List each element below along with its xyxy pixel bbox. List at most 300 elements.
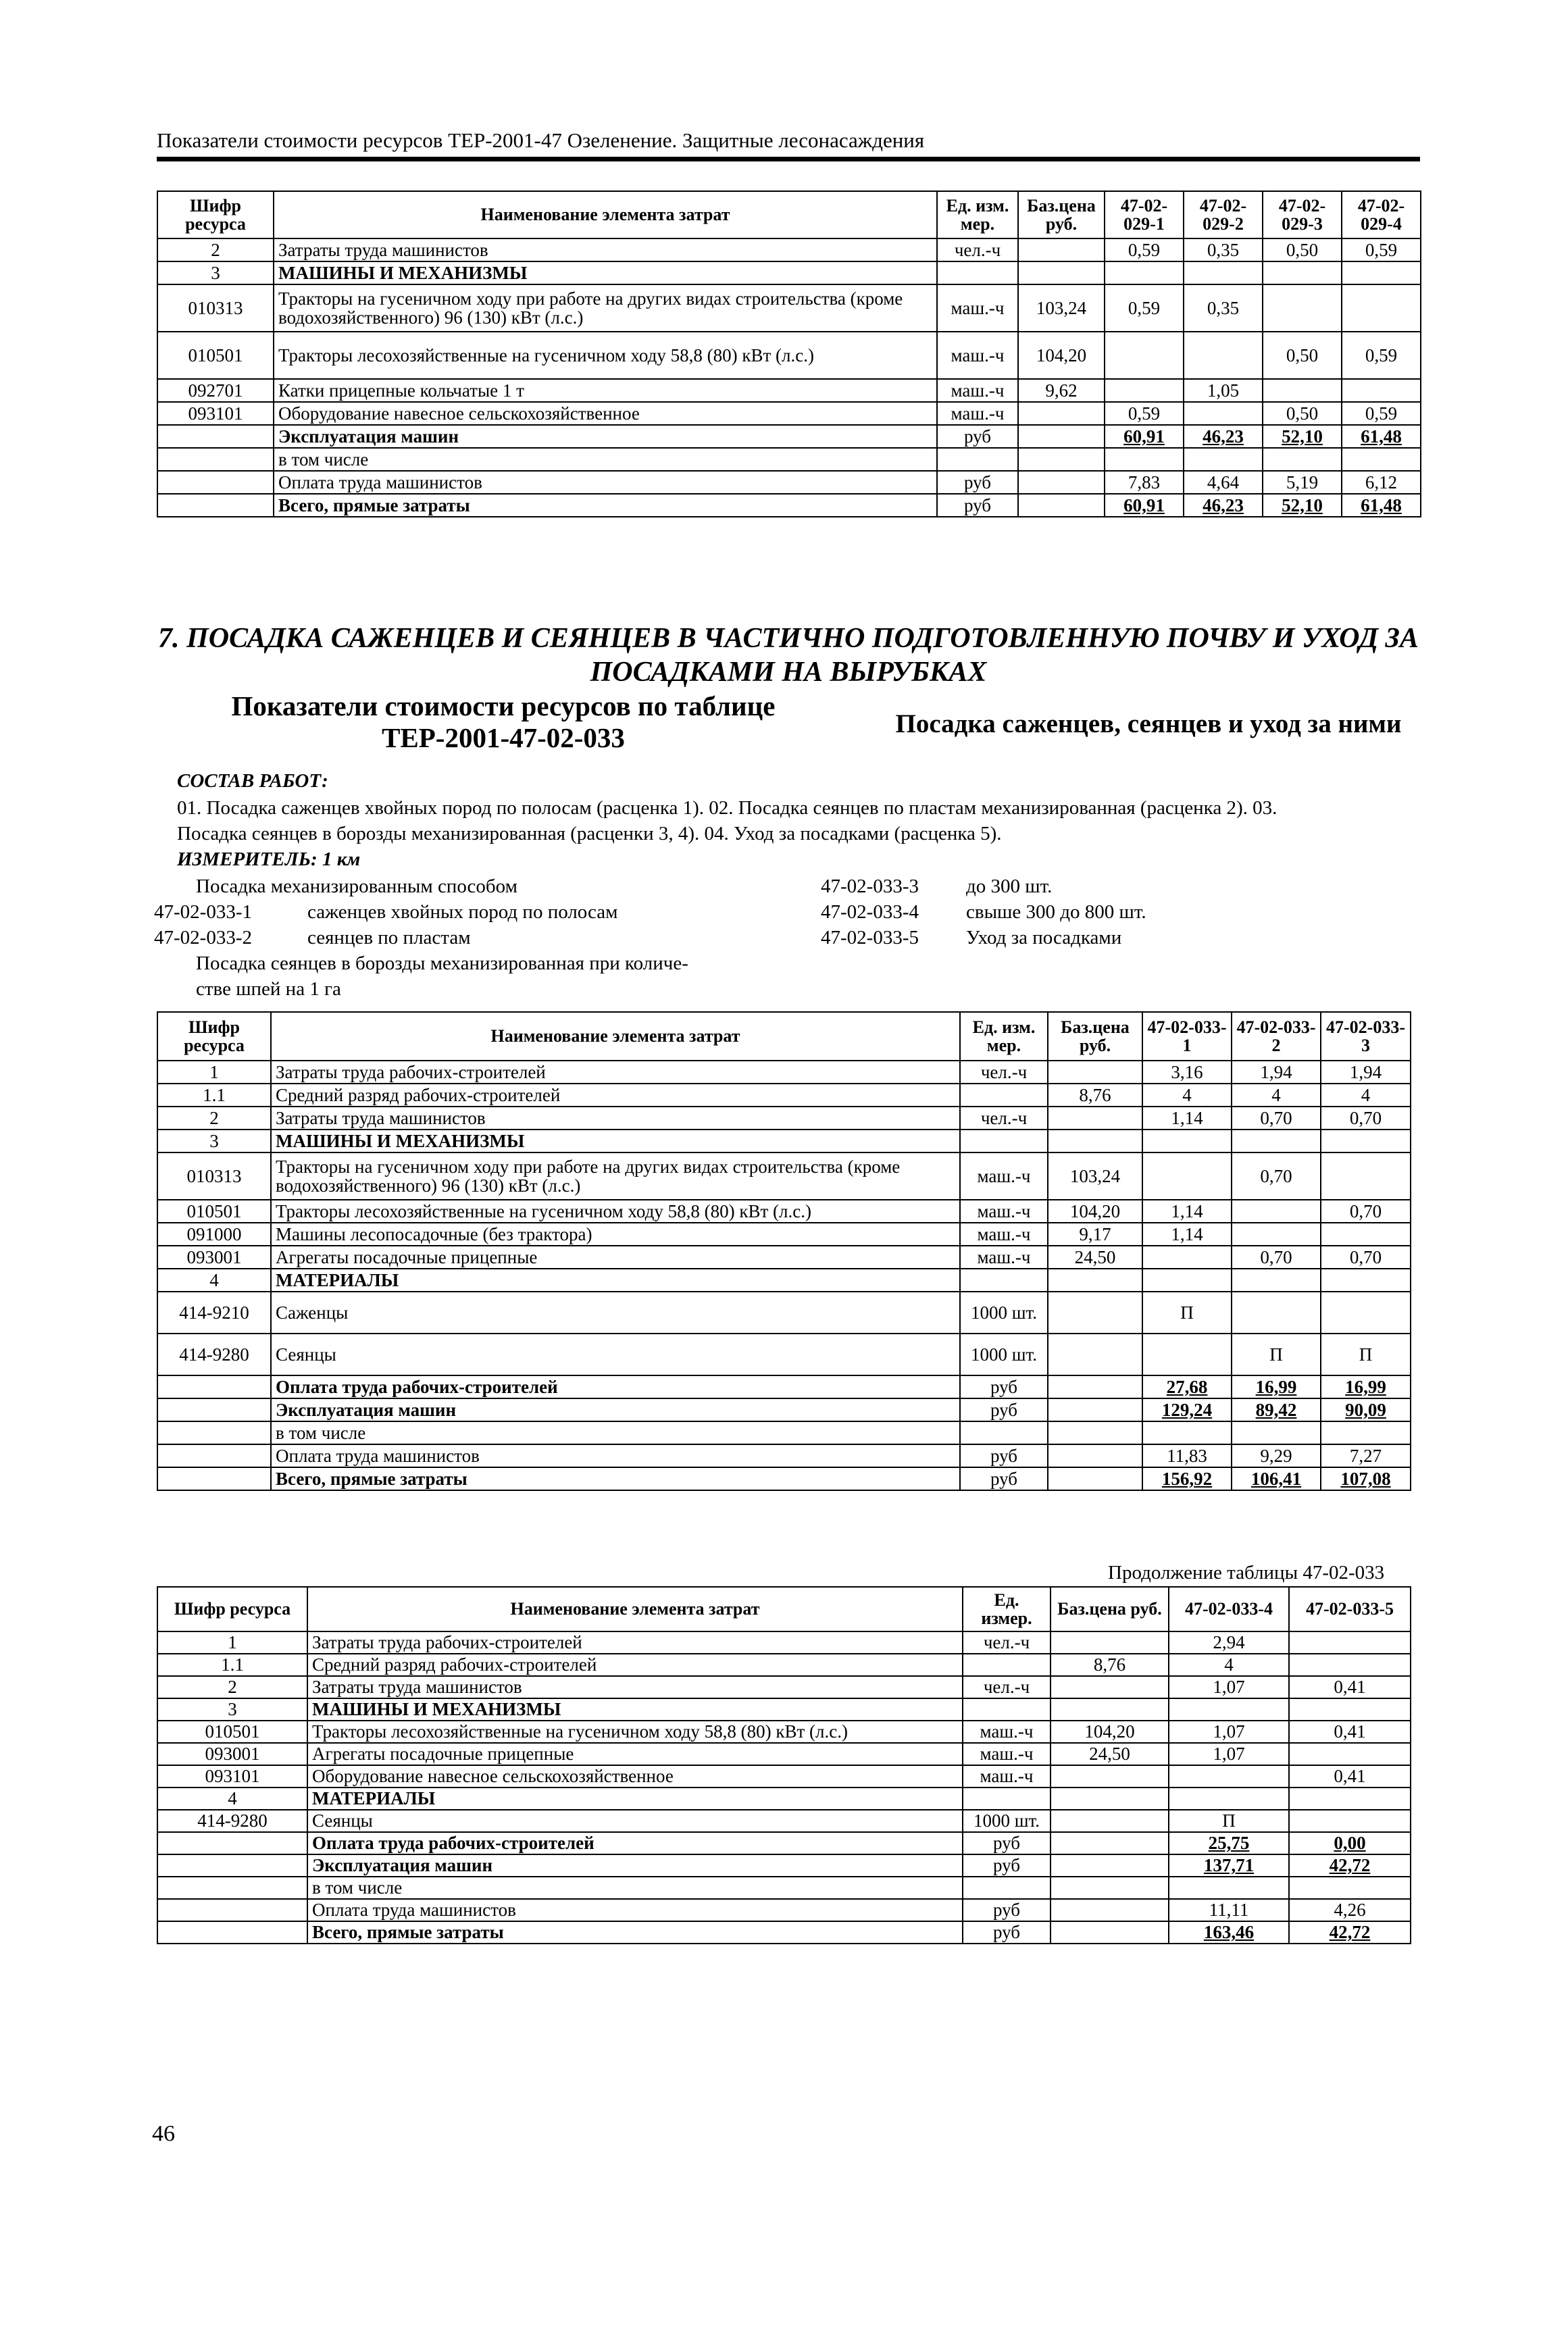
unit-cell: [963, 1654, 1051, 1676]
rate-value-cell: [1321, 1292, 1411, 1334]
resource-code-cell: 3: [157, 1698, 307, 1721]
cost-element-cell: Затраты труда машинистов: [274, 238, 937, 261]
rate-value-cell: 1,07: [1169, 1743, 1289, 1765]
base-price-cell: [1048, 1269, 1142, 1292]
rate-value-cell: 60,91: [1105, 494, 1184, 517]
resource-code-cell: 3: [157, 1130, 271, 1152]
resource-code-cell: [157, 1854, 307, 1877]
unit-cell: маш.-ч: [963, 1765, 1051, 1788]
unit-cell: чел.-ч: [963, 1676, 1051, 1698]
meter-label: ИЗМЕРИТЕЛЬ: 1 км: [177, 848, 361, 870]
rate-value-cell: [1321, 1152, 1411, 1200]
cost-element-cell: Саженцы: [271, 1292, 960, 1334]
cost-element-cell: Оплата труда рабочих-строителей: [271, 1375, 960, 1398]
rate-value-cell: [1289, 1788, 1411, 1810]
rate-value-cell: 0,41: [1289, 1721, 1411, 1743]
resource-code-cell: 2: [157, 238, 274, 261]
list-item: Посадка сеянцев в борозды механизированная при количе-: [196, 953, 688, 974]
unit-cell: маш.-ч: [937, 402, 1018, 425]
cost-element-cell: МАШИНЫ И МЕХАНИЗМЫ: [271, 1130, 960, 1152]
table-row: [157, 1467, 1411, 1490]
cost-element-cell: Тракторы на гусеничном ходу при работе на других видах строительства (кроме водохозяйственного) 96 (130) кВт (л.с.): [271, 1152, 960, 1200]
cost-element-cell: Тракторы лесохозяйственные на гусеничном ходу 58,8 (80) кВт (л.с.): [274, 332, 937, 379]
resource-code-cell: 414-9280: [157, 1810, 307, 1832]
rate-value-cell: 0,59: [1342, 402, 1421, 425]
resource-code-cell: 093001: [157, 1246, 271, 1269]
rate-value-cell: П: [1321, 1334, 1411, 1375]
cost-element-cell: в том числе: [271, 1421, 960, 1444]
table-row: [157, 1152, 1411, 1200]
rate-value-cell: П: [1169, 1810, 1289, 1832]
base-price-cell: [1018, 494, 1105, 517]
rate-value-cell: 1,94: [1321, 1061, 1411, 1084]
rate-value-cell: 0,50: [1263, 238, 1342, 261]
unit-cell: [963, 1788, 1051, 1810]
rate-value-cell: 4: [1169, 1654, 1289, 1676]
table-row: [157, 284, 1421, 332]
rate-value-cell: [1232, 1200, 1321, 1223]
unit-cell: [960, 1421, 1048, 1444]
column-header: Ед. изм. мер.: [960, 1012, 1048, 1061]
table-row: [157, 1832, 1411, 1854]
list-item-code: 47-02-033-4: [821, 901, 919, 923]
rate-value-cell: П: [1232, 1334, 1321, 1375]
resource-code-cell: 010501: [157, 1200, 271, 1223]
table-row: [157, 1107, 1411, 1130]
rate-value-cell: 89,42: [1232, 1398, 1321, 1421]
table-row: [157, 1765, 1411, 1788]
rate-value-cell: [1232, 1269, 1321, 1292]
unit-cell: маш.-ч: [960, 1223, 1048, 1246]
table-row: [157, 1631, 1411, 1654]
base-price-cell: [1051, 1899, 1169, 1921]
resource-code-cell: [157, 1921, 307, 1944]
column-header: 47-02-029-3: [1263, 191, 1342, 238]
rate-value-cell: 42,72: [1289, 1854, 1411, 1877]
list-item: Посадка механизированным способом: [196, 876, 517, 897]
cost-element-cell: Затраты труда рабочих-строителей: [271, 1061, 960, 1084]
unit-cell: маш.-ч: [963, 1743, 1051, 1765]
rate-value-cell: [1105, 448, 1184, 471]
rate-value-cell: [1321, 1421, 1411, 1444]
table-row: [157, 1676, 1411, 1698]
rate-value-cell: [1169, 1788, 1289, 1810]
rate-value-cell: [1142, 1152, 1232, 1200]
rate-value-cell: 0,41: [1289, 1676, 1411, 1698]
rate-value-cell: [1342, 448, 1421, 471]
rate-value-cell: [1184, 332, 1263, 379]
resource-code-cell: 414-9280: [157, 1334, 271, 1375]
rate-value-cell: 137,71: [1169, 1854, 1289, 1877]
resource-code-cell: [157, 471, 274, 494]
unit-cell: маш.-ч: [960, 1200, 1048, 1223]
base-price-cell: [1051, 1854, 1169, 1877]
rate-value-cell: 107,08: [1321, 1467, 1411, 1490]
rate-value-cell: [1289, 1698, 1411, 1721]
unit-cell: руб: [960, 1444, 1048, 1467]
resource-code-cell: 1.1: [157, 1654, 307, 1676]
cost-element-cell: Всего, прямые затраты: [307, 1921, 963, 1944]
resource-code-cell: 010501: [157, 1721, 307, 1743]
resource-code-cell: 4: [157, 1269, 271, 1292]
table-row: [157, 1810, 1411, 1832]
unit-cell: [963, 1698, 1051, 1721]
resource-code-cell: 2: [157, 1107, 271, 1130]
base-price-cell: [1018, 238, 1105, 261]
table-row: [157, 1788, 1411, 1810]
resource-code-cell: 3: [157, 261, 274, 284]
rate-value-cell: 0,50: [1263, 402, 1342, 425]
section-title: 7. ПОСАДКА САЖЕНЦЕВ И СЕЯНЦЕВ В ЧАСТИЧНО ПОДГОТОВЛЕННУЮ ПОЧВУ И УХОД ЗА ПОСАДКАМИ НА ВЫРУБКАХ: [158, 623, 1419, 688]
base-price-cell: [1051, 1921, 1169, 1944]
unit-cell: маш.-ч: [937, 284, 1018, 332]
rate-value-cell: 4: [1142, 1084, 1232, 1107]
rate-value-cell: [1263, 284, 1342, 332]
base-price-cell: 9,62: [1018, 379, 1105, 402]
rate-value-cell: 2,94: [1169, 1631, 1289, 1654]
list-item: до 300 шт.: [966, 876, 1053, 897]
rate-value-cell: [1184, 448, 1263, 471]
rate-value-cell: 156,92: [1142, 1467, 1232, 1490]
table-row: [157, 1743, 1411, 1765]
resource-table-033-a: [157, 1011, 1411, 1491]
base-price-cell: [1048, 1334, 1142, 1375]
continuation-label: Продолжение таблицы 47-02-033: [1108, 1562, 1385, 1583]
indicator-line-1: Показатели стоимости ресурсов по таблице: [231, 690, 776, 721]
table-row: [157, 1246, 1411, 1269]
resource-table-029: [157, 191, 1421, 517]
column-header: Баз.цена руб.: [1051, 1587, 1169, 1631]
resource-code-cell: [157, 494, 274, 517]
base-price-cell: 104,20: [1051, 1721, 1169, 1743]
cost-element-cell: Тракторы лесохозяйственные на гусеничном ходу 58,8 (80) кВт (л.с.): [307, 1721, 963, 1743]
column-header: 47-02-033-5: [1289, 1587, 1411, 1631]
base-price-cell: [1048, 1292, 1142, 1334]
base-price-cell: 104,20: [1018, 332, 1105, 379]
rate-value-cell: 1,07: [1169, 1676, 1289, 1698]
cost-element-cell: в том числе: [274, 448, 937, 471]
rate-value-cell: [1105, 332, 1184, 379]
rate-value-cell: 0,70: [1321, 1246, 1411, 1269]
header-rule: [157, 157, 1420, 161]
table-row: [157, 1130, 1411, 1152]
column-header: 47-02-029-2: [1184, 191, 1263, 238]
rate-value-cell: П: [1142, 1292, 1232, 1334]
rate-value-cell: 46,23: [1184, 425, 1263, 448]
rate-value-cell: 5,19: [1263, 471, 1342, 494]
rate-value-cell: 11,11: [1169, 1899, 1289, 1921]
table-row: [157, 1375, 1411, 1398]
unit-cell: руб: [963, 1899, 1051, 1921]
unit-cell: [960, 1269, 1048, 1292]
rate-value-cell: [1169, 1698, 1289, 1721]
unit-cell: [937, 448, 1018, 471]
rate-value-cell: 16,99: [1232, 1375, 1321, 1398]
unit-cell: [960, 1084, 1048, 1107]
table-row: [157, 1061, 1411, 1084]
rate-value-cell: [1263, 448, 1342, 471]
resource-code-cell: 093001: [157, 1743, 307, 1765]
rate-value-cell: [1289, 1810, 1411, 1832]
rate-value-cell: [1142, 1130, 1232, 1152]
cost-element-cell: Затраты труда машинистов: [307, 1676, 963, 1698]
table-row: [157, 1200, 1411, 1223]
resource-code-cell: [157, 1398, 271, 1421]
cost-element-cell: Агрегаты посадочные прицепные: [307, 1743, 963, 1765]
base-price-cell: [1048, 1130, 1142, 1152]
table-row: [157, 332, 1421, 379]
table-row: [157, 261, 1421, 284]
cost-element-cell: Затраты труда машинистов: [271, 1107, 960, 1130]
resource-code-cell: 4: [157, 1788, 307, 1810]
rate-value-cell: [1321, 1130, 1411, 1152]
rate-value-cell: 1,14: [1142, 1223, 1232, 1246]
cost-element-cell: Сеянцы: [271, 1334, 960, 1375]
table-row: [157, 1899, 1411, 1921]
table-row: [157, 1398, 1411, 1421]
rate-value-cell: 52,10: [1263, 494, 1342, 517]
table-row: [157, 1292, 1411, 1334]
base-price-cell: [1048, 1398, 1142, 1421]
rate-value-cell: 11,83: [1142, 1444, 1232, 1467]
column-header: 47-02-033-1: [1142, 1012, 1232, 1061]
rate-value-cell: [1232, 1130, 1321, 1152]
resource-code-cell: [157, 1421, 271, 1444]
cost-element-cell: Эксплуатация машин: [271, 1398, 960, 1421]
list-item: Уход за посадками: [966, 927, 1122, 948]
resource-code-cell: [157, 448, 274, 471]
rate-value-cell: 0,59: [1105, 284, 1184, 332]
base-price-cell: [1051, 1631, 1169, 1654]
cost-element-cell: Всего, прямые затраты: [274, 494, 937, 517]
resource-code-cell: [157, 1444, 271, 1467]
column-header: Шифр ресурса: [157, 191, 274, 238]
list-item: саженцев хвойных пород по полосам: [307, 901, 618, 923]
base-price-cell: [1048, 1467, 1142, 1490]
base-price-cell: [1018, 448, 1105, 471]
resource-code-cell: 093101: [157, 402, 274, 425]
cost-element-cell: Оборудование навесное сельскохозяйственное: [274, 402, 937, 425]
column-header: Шифр ресурса: [157, 1012, 271, 1061]
indicator-heading: [223, 690, 784, 754]
resource-code-cell: 1: [157, 1631, 307, 1654]
base-price-cell: 24,50: [1051, 1743, 1169, 1765]
unit-cell: руб: [963, 1832, 1051, 1854]
cost-element-cell: Сеянцы: [307, 1810, 963, 1832]
base-price-cell: [1018, 402, 1105, 425]
column-header: 47-02-029-1: [1105, 191, 1184, 238]
cost-element-cell: Машины лесопосадочные (без трактора): [271, 1223, 960, 1246]
resource-code-cell: 093101: [157, 1765, 307, 1788]
base-price-cell: 24,50: [1048, 1246, 1142, 1269]
base-price-cell: [1018, 261, 1105, 284]
base-price-cell: [1051, 1832, 1169, 1854]
resource-code-cell: 2: [157, 1676, 307, 1698]
unit-cell: руб: [960, 1375, 1048, 1398]
page-number: 46: [152, 2121, 175, 2146]
cost-element-cell: Тракторы лесохозяйственные на гусеничном ходу 58,8 (80) кВт (л.с.): [271, 1200, 960, 1223]
rate-value-cell: 7,27: [1321, 1444, 1411, 1467]
base-price-cell: 104,20: [1048, 1200, 1142, 1223]
rate-value-cell: 1,14: [1142, 1200, 1232, 1223]
base-price-cell: [1048, 1421, 1142, 1444]
table-row: [157, 1421, 1411, 1444]
table-row: [157, 1334, 1411, 1375]
unit-cell: маш.-ч: [960, 1152, 1048, 1200]
table-row: [157, 425, 1421, 448]
column-header: Баз.цена руб.: [1018, 191, 1105, 238]
table-row: [157, 1854, 1411, 1877]
cost-element-cell: в том числе: [307, 1877, 963, 1899]
rate-value-cell: 106,41: [1232, 1467, 1321, 1490]
rate-value-cell: [1169, 1877, 1289, 1899]
column-header: Наименование элемента затрат: [271, 1012, 960, 1061]
rate-value-cell: 1,05: [1184, 379, 1263, 402]
unit-cell: чел.-ч: [937, 238, 1018, 261]
resource-table-033-b: [157, 1586, 1411, 1944]
unit-cell: руб: [960, 1467, 1048, 1490]
rate-value-cell: 4: [1321, 1084, 1411, 1107]
rate-value-cell: 52,10: [1263, 425, 1342, 448]
cost-element-cell: Оплата труда машинистов: [307, 1899, 963, 1921]
cost-element-cell: Агрегаты посадочные прицепные: [271, 1246, 960, 1269]
cost-element-cell: МАШИНЫ И МЕХАНИЗМЫ: [307, 1698, 963, 1721]
list-item-code: 47-02-033-5: [821, 927, 919, 948]
table-row: [157, 1698, 1411, 1721]
rate-value-cell: 60,91: [1105, 425, 1184, 448]
unit-cell: маш.-ч: [960, 1246, 1048, 1269]
rate-value-cell: 1,14: [1142, 1107, 1232, 1130]
composition-label: СОСТАВ РАБОТ:: [177, 770, 328, 792]
rate-value-cell: [1184, 402, 1263, 425]
resource-code-cell: 010501: [157, 332, 274, 379]
rate-value-cell: 0,70: [1232, 1107, 1321, 1130]
cost-element-cell: Средний разряд рабочих-строителей: [271, 1084, 960, 1107]
table-row: [157, 1269, 1411, 1292]
base-price-cell: [1051, 1877, 1169, 1899]
rate-value-cell: 4,64: [1184, 471, 1263, 494]
rate-value-cell: 1,07: [1169, 1721, 1289, 1743]
list-item-code: 47-02-033-3: [821, 876, 919, 897]
cost-element-cell: Всего, прямые затраты: [271, 1467, 960, 1490]
table-row: [157, 471, 1421, 494]
resource-code-cell: 1: [157, 1061, 271, 1084]
unit-cell: 1000 шт.: [960, 1334, 1048, 1375]
rate-value-cell: 0,00: [1289, 1832, 1411, 1854]
unit-cell: руб: [937, 494, 1018, 517]
rate-value-cell: [1232, 1292, 1321, 1334]
table-body: [157, 238, 1421, 517]
rate-value-cell: 7,83: [1105, 471, 1184, 494]
unit-cell: руб: [963, 1854, 1051, 1877]
table-row: [157, 1084, 1411, 1107]
cost-element-cell: МАШИНЫ И МЕХАНИЗМЫ: [274, 261, 937, 284]
cost-element-cell: МАТЕРИАЛЫ: [307, 1788, 963, 1810]
rate-value-cell: [1342, 284, 1421, 332]
rate-value-cell: [1321, 1269, 1411, 1292]
table-row: [157, 1444, 1411, 1467]
unit-cell: руб: [963, 1921, 1051, 1944]
unit-cell: чел.-ч: [960, 1107, 1048, 1130]
unit-cell: маш.-ч: [937, 379, 1018, 402]
cost-element-cell: Эксплуатация машин: [274, 425, 937, 448]
table-header-row: [157, 1587, 1411, 1631]
rate-value-cell: 0,35: [1184, 284, 1263, 332]
base-price-cell: [1048, 1375, 1142, 1398]
base-price-cell: [1048, 1061, 1142, 1084]
rate-value-cell: [1142, 1421, 1232, 1444]
unit-cell: 1000 шт.: [963, 1810, 1051, 1832]
rate-value-cell: [1342, 261, 1421, 284]
rate-value-cell: [1105, 379, 1184, 402]
rate-value-cell: [1289, 1743, 1411, 1765]
resource-code-cell: [157, 1375, 271, 1398]
table-header-row: [157, 191, 1421, 238]
rate-value-cell: 129,24: [1142, 1398, 1232, 1421]
unit-cell: маш.-ч: [963, 1721, 1051, 1743]
rate-value-cell: [1232, 1421, 1321, 1444]
table-body: [157, 1631, 1411, 1944]
cost-element-cell: Эксплуатация машин: [307, 1854, 963, 1877]
rate-value-cell: 3,16: [1142, 1061, 1232, 1084]
base-price-cell: 103,24: [1018, 284, 1105, 332]
table-header-row: [157, 1012, 1411, 1061]
rate-value-cell: 0,59: [1105, 238, 1184, 261]
table-body: [157, 1061, 1411, 1490]
rate-value-cell: 1,94: [1232, 1061, 1321, 1084]
rate-value-cell: 27,68: [1142, 1375, 1232, 1398]
table-row: [157, 1721, 1411, 1743]
cost-element-cell: Оплата труда рабочих-строителей: [307, 1832, 963, 1854]
table-row: [157, 1223, 1411, 1246]
column-header: 47-02-033-2: [1232, 1012, 1321, 1061]
column-header: 47-02-033-4: [1169, 1587, 1289, 1631]
table-row: [157, 402, 1421, 425]
resource-code-cell: 414-9210: [157, 1292, 271, 1334]
unit-cell: чел.-ч: [963, 1631, 1051, 1654]
rate-value-cell: [1342, 379, 1421, 402]
rate-value-cell: 4: [1232, 1084, 1321, 1107]
column-header: Баз.цена руб.: [1048, 1012, 1142, 1061]
rate-value-cell: 0,59: [1342, 238, 1421, 261]
unit-cell: [960, 1130, 1048, 1152]
unit-cell: руб: [937, 425, 1018, 448]
rate-value-cell: [1263, 261, 1342, 284]
unit-cell: 1000 шт.: [960, 1292, 1048, 1334]
resource-code-cell: [157, 425, 274, 448]
cost-element-cell: Оплата труда машинистов: [271, 1444, 960, 1467]
cost-element-cell: Оборудование навесное сельскохозяйственное: [307, 1765, 963, 1788]
resource-code-cell: 092701: [157, 379, 274, 402]
table-name: Посадка саженцев, сеянцев и уход за ними: [895, 709, 1402, 738]
rate-value-cell: [1289, 1654, 1411, 1676]
unit-cell: [963, 1877, 1051, 1899]
rate-value-cell: 0,59: [1342, 332, 1421, 379]
rate-value-cell: 4,26: [1289, 1899, 1411, 1921]
resource-code-cell: [157, 1832, 307, 1854]
column-header: Ед. измер.: [963, 1587, 1051, 1631]
rate-value-cell: [1184, 261, 1263, 284]
resource-code-cell: [157, 1467, 271, 1490]
base-price-cell: [1051, 1676, 1169, 1698]
composition-line-1: 01. Посадка саженцев хвойных пород по полосам (расценка 1). 02. Посадка сеянцев по пластам механизированная (расценка 2). 03.: [177, 797, 1278, 819]
rate-value-cell: 0,70: [1321, 1200, 1411, 1223]
unit-cell: руб: [937, 471, 1018, 494]
rate-value-cell: 90,09: [1321, 1398, 1411, 1421]
rate-value-cell: 61,48: [1342, 494, 1421, 517]
rate-value-cell: 0,35: [1184, 238, 1263, 261]
rate-value-cell: 0,41: [1289, 1765, 1411, 1788]
